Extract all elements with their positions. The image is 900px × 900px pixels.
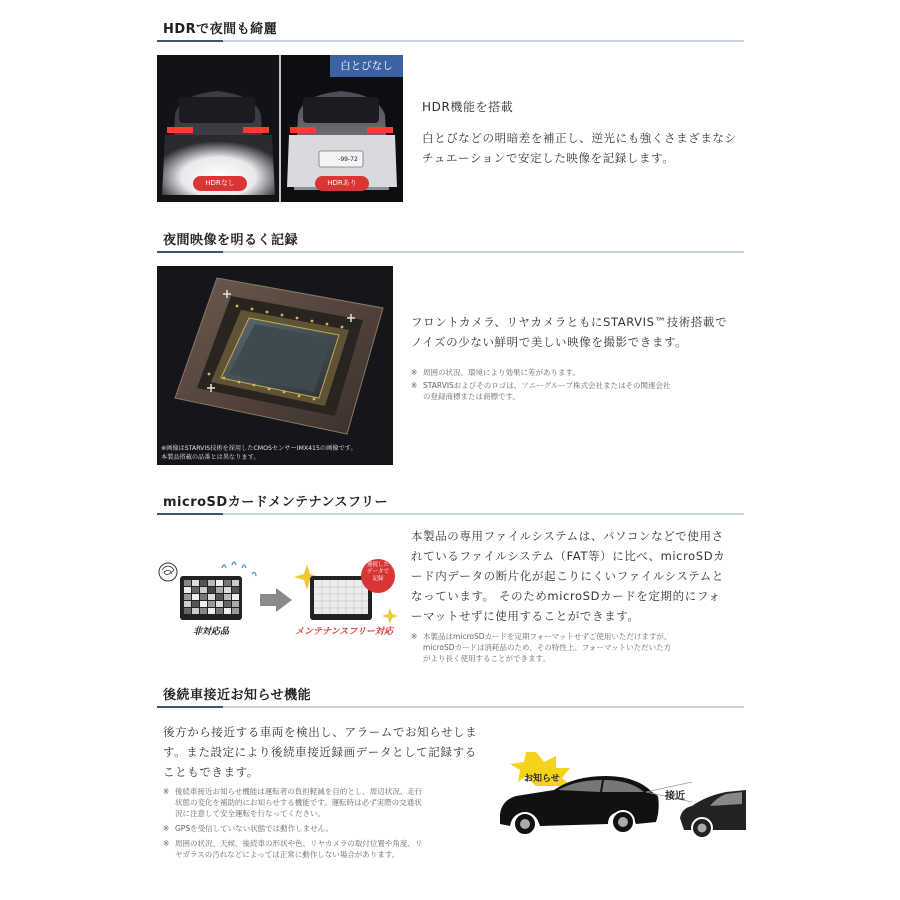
note-mark: ※ [163, 839, 170, 848]
badge-line: 連続した [366, 562, 389, 568]
hdr-off-label: HDRなし [193, 176, 247, 191]
text-line: ノイズの少ない鮮明で美しい映像を撮影できます。 [411, 335, 688, 349]
license-plate-text: -99-72 [338, 156, 358, 163]
note-text: 周囲の状況、天候、後続車の形状や色、リヤカメラの取付位置や角度、リ [175, 839, 423, 848]
note-text: の登録商標または商標です。 [423, 392, 520, 401]
text-line: ード内データの断片化が起こりにくいファイルシステムと [411, 569, 724, 583]
badge-line: 記録 [372, 576, 384, 582]
note-text: 況に注意して安全運転を行なってください。 [175, 809, 325, 818]
section-header-microsd [157, 491, 744, 515]
note-text: がより長く使用することができます。 [423, 654, 550, 663]
note-text: 周囲の状況、環境により効果に差があります。 [423, 368, 580, 377]
text-line: ーマットせずに使用することができます。 [411, 609, 640, 623]
section-header-approach [157, 684, 744, 708]
note-item [163, 786, 498, 819]
note-text: ヤガラスの汚れなどによっては正常に動作しない場合があります。 [175, 850, 400, 859]
approach-description [163, 722, 498, 782]
divider [157, 513, 744, 515]
badge-line: データで [366, 569, 389, 575]
note-mark: ※ [411, 368, 418, 377]
note-item [163, 823, 498, 834]
approach-diagram [496, 752, 746, 842]
note-item [411, 380, 751, 402]
note-item [411, 367, 751, 378]
note-text: microSDカードは消耗品のため、その特性上、フォーマットいただいた方 [423, 643, 672, 652]
caption-line: 本製品搭載の品番とは異なります。 [161, 454, 260, 461]
sensor-image-caption [161, 444, 357, 462]
section-title: 後続車接近お知らせ機能 [163, 688, 312, 703]
note-mark: ※ [163, 787, 170, 796]
divider [157, 40, 744, 42]
approach-notes [163, 786, 498, 860]
section-header-hdr [157, 18, 744, 42]
divider [157, 706, 744, 708]
text-line: フロントカメラ、リヤカメラともにSTARVIS™技術搭載で [411, 315, 728, 329]
note-mark: ※ [411, 381, 418, 390]
sensor-chip-illustration [157, 266, 393, 465]
unsupported-label: 非対応品 [192, 627, 229, 637]
hdr-feature-heading: HDR機能を搭載 [422, 100, 514, 114]
divider-accent [157, 40, 223, 42]
divider [157, 251, 744, 253]
section-title: HDRで夜間も綺麗 [163, 22, 278, 37]
hdr-description [422, 128, 752, 168]
note-text: 本製品はmicroSDカードを定期フォーマットせずご使用いただけますが、 [423, 632, 672, 641]
section-title: microSDカードメンテナンスフリー [163, 495, 389, 510]
section-header-night [157, 229, 744, 253]
divider-accent [157, 706, 223, 708]
note-item [163, 838, 498, 860]
microsd-notes [411, 631, 756, 664]
divider-accent [157, 513, 223, 515]
text-line: れているファイルシステム（FAT等）に比べ、microSDカ [411, 549, 726, 563]
cars-approach-illustration [496, 752, 746, 842]
note-mark: ※ [411, 632, 418, 641]
text-line: す。また設定により後続車接近録画データとして記録する [163, 745, 477, 759]
text-line: こともできます。 [163, 765, 259, 779]
hdr-on-label: HDRあり [315, 176, 369, 191]
text-line: 本製品の専用ファイルシステムは、パソコンなどで使用さ [411, 529, 724, 543]
night-notes [411, 367, 751, 402]
note-mark: ※ [163, 824, 170, 833]
text-line: 後方から接近する車両を検出し、アラームでお知らせしま [163, 725, 478, 739]
note-text: STARVISおよびそのロゴは、ソニーグループ株式会社またはその関連会社 [423, 381, 671, 390]
microsd-description [411, 526, 756, 626]
approach-label: 接近 [665, 791, 685, 802]
note-text: 状態の変化を補助的にお知らせする機能です。運転時は必ず実際の交通状 [175, 798, 422, 807]
note-item [411, 631, 756, 664]
hdr-badge: 白とびなし [330, 55, 403, 77]
section-title: 夜間映像を明るく記録 [163, 233, 299, 248]
microsd-diagram [152, 556, 402, 646]
night-description [411, 312, 751, 352]
note-text: 後続車接近お知らせ機能は運転者の負担軽減を目的とし、周辺状況、走行 [175, 787, 423, 796]
text-line: チュエーションで安定した映像を記録します。 [422, 151, 675, 165]
cmos-sensor-image [157, 266, 393, 465]
text-line: なっています。 そのためmicroSDカードを定期的にフォ [411, 589, 721, 603]
contiguous-data-badge [363, 562, 393, 583]
text-line: 白とびなどの明暗差を補正し、逆光にも強くさまざまなシ [422, 131, 737, 145]
note-text: GPSを受信していない状態では動作しません。 [175, 824, 334, 833]
caption-line: ※画像はSTARVIS技術を採用したCMOSセンサーIMX415の画像です。 [161, 445, 357, 452]
maintenance-free-label: メンテナンスフリー対応 [295, 627, 393, 637]
notice-label: お知らせ [524, 774, 560, 784]
divider-accent [157, 251, 223, 253]
